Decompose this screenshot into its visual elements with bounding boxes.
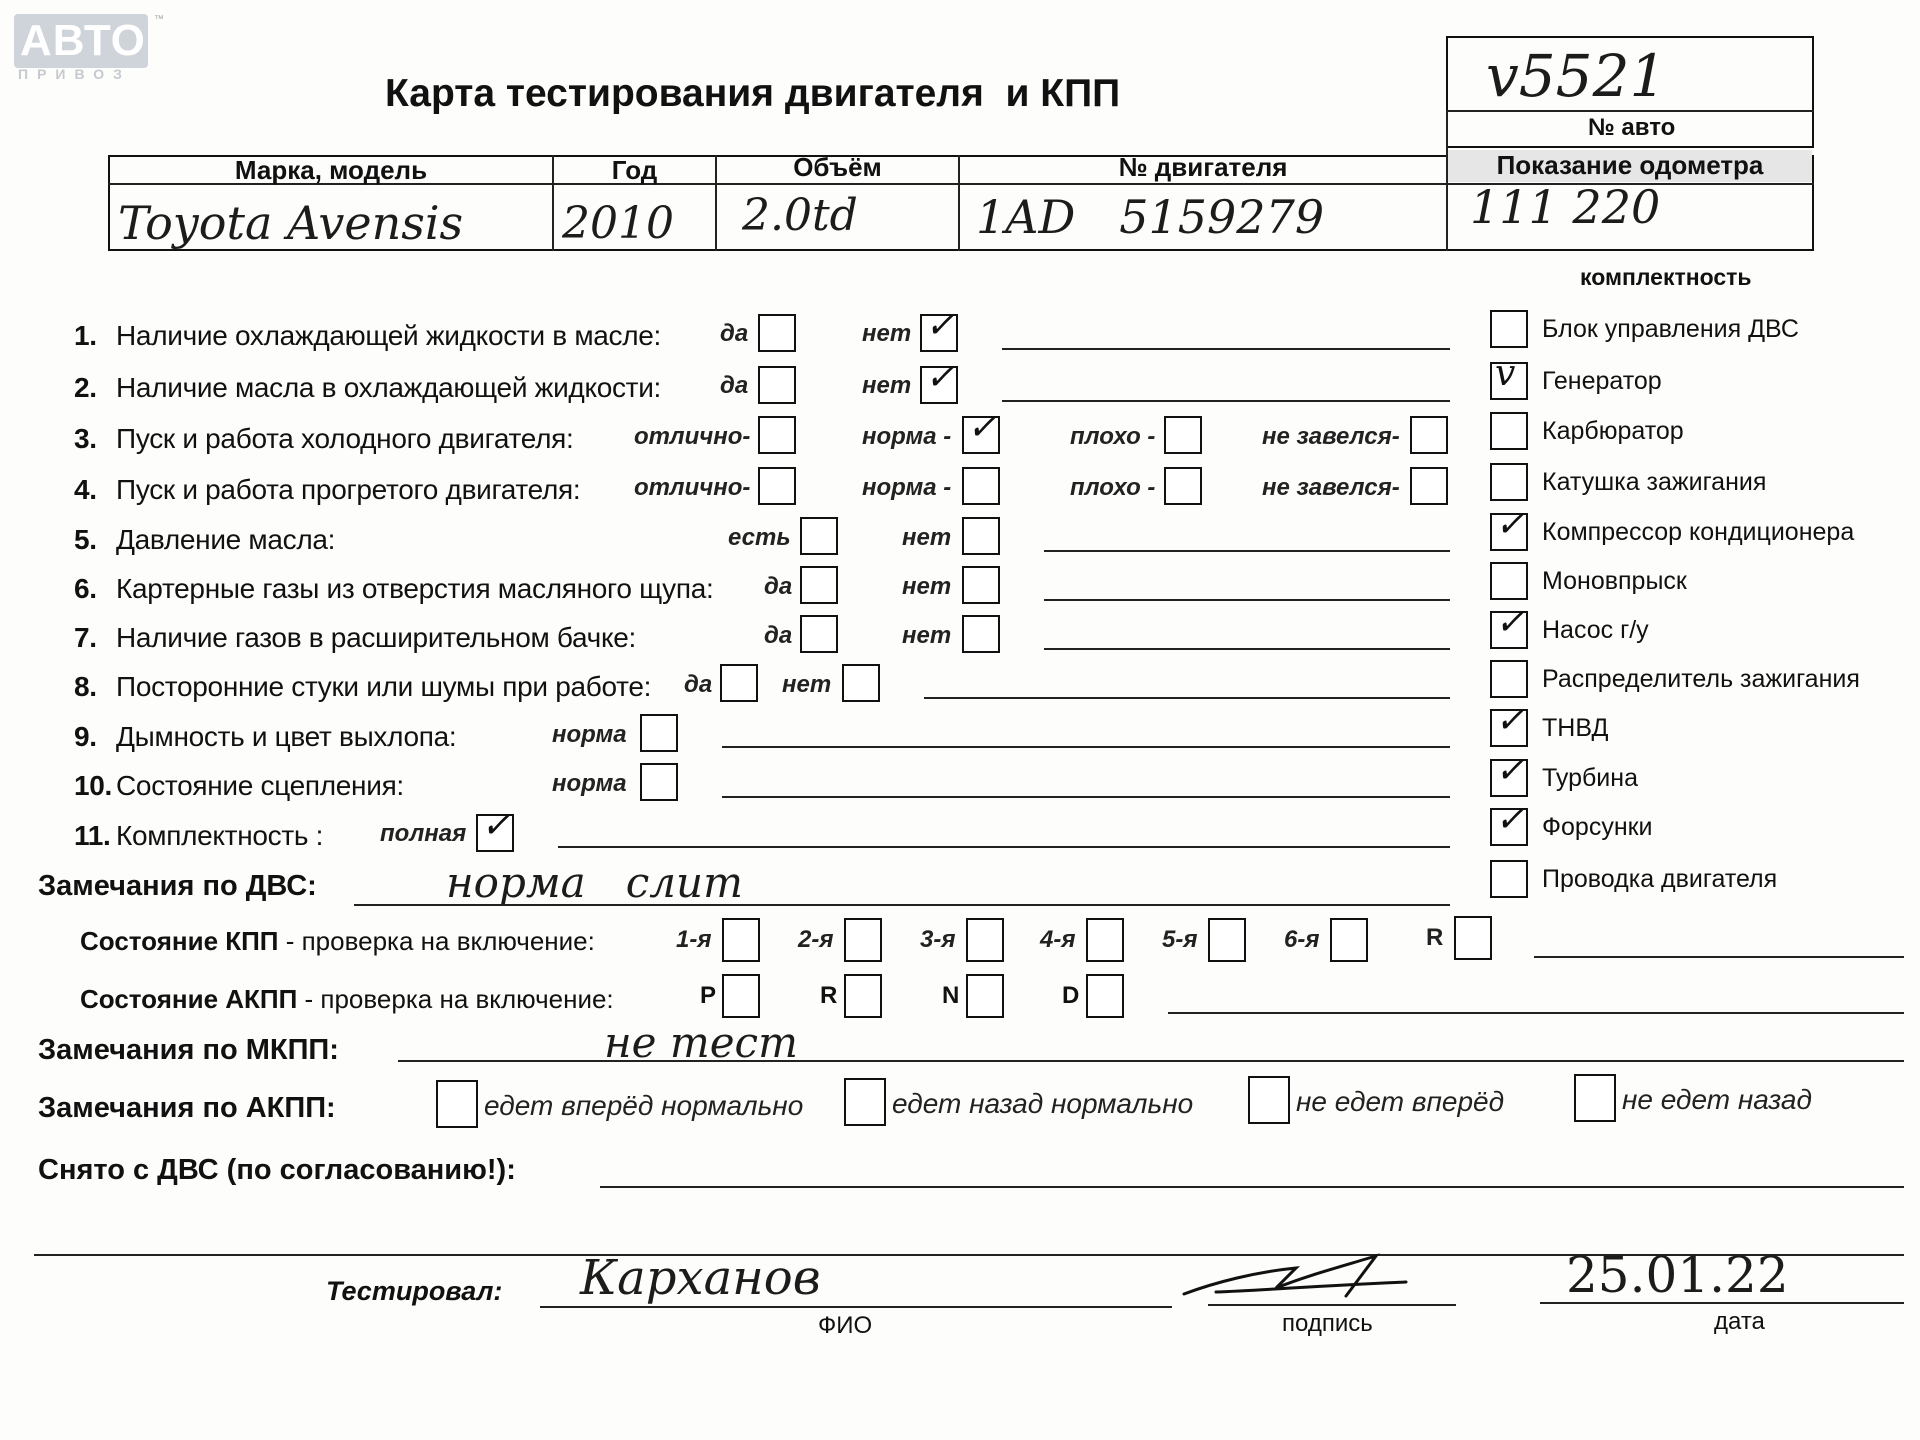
comment-line — [1044, 648, 1450, 650]
option-checkbox[interactable] — [962, 615, 1000, 653]
kpp-label — [80, 926, 595, 957]
option-label: нет — [862, 372, 912, 399]
check-mark: ✓ — [1495, 700, 1526, 741]
remarks-mkpp-line — [398, 1060, 1904, 1062]
akpp-comment-line — [1168, 1012, 1904, 1014]
option-checkbox[interactable] — [1410, 467, 1448, 505]
comment-line — [1044, 550, 1450, 552]
date-caption: дата — [1714, 1308, 1765, 1335]
value-odometer[interactable]: 111 220 — [1470, 180, 1661, 234]
gear-checkbox[interactable] — [722, 918, 760, 962]
completeness-item-label: Блок управления ДВС — [1542, 315, 1799, 343]
option-label: полная — [380, 820, 467, 847]
car-number-value[interactable]: v5521 — [1486, 42, 1667, 110]
question-number: 4. — [74, 474, 97, 505]
option-checkbox[interactable] — [920, 305, 958, 352]
gear-label: 5-я — [1162, 926, 1198, 953]
completeness-title: комплектность — [1580, 264, 1752, 290]
option-checkbox[interactable] — [476, 805, 514, 852]
completeness-item-label: Генератор — [1542, 367, 1662, 395]
completeness-item-label: Форсунки — [1542, 813, 1653, 841]
question-2 — [74, 372, 661, 404]
akpp-mode-label: R — [820, 982, 838, 1009]
akpp-mode-checkbox[interactable] — [966, 974, 1004, 1018]
option-label: нет — [902, 573, 952, 600]
completeness-checkbox[interactable] — [1490, 750, 1528, 797]
page-title: Карта тестирования двигателя и КПП — [385, 72, 1121, 115]
kpp-comment-line — [1534, 956, 1904, 958]
akpp-remark-checkbox[interactable] — [1574, 1074, 1616, 1122]
logo — [14, 14, 164, 68]
gear-label: 2-я — [798, 926, 834, 953]
option-label: нет — [862, 320, 912, 347]
signature-caption: подпись — [1282, 1310, 1373, 1337]
option-label: есть — [728, 524, 791, 551]
option-label: отлично- — [634, 423, 751, 450]
option-checkbox[interactable] — [758, 467, 796, 505]
question-number: 10. — [74, 770, 113, 801]
completeness-checkbox[interactable] — [1490, 353, 1528, 400]
option-checkbox[interactable] — [1164, 416, 1202, 454]
option-label: плохо - — [1070, 423, 1156, 450]
option-label: норма - — [862, 474, 952, 501]
option-checkbox[interactable] — [1164, 467, 1202, 505]
signature[interactable] — [1176, 1242, 1426, 1308]
check-mark: ✓ — [1495, 799, 1526, 840]
option-label: норма — [552, 721, 627, 748]
question-7 — [74, 622, 636, 654]
completeness-checkbox[interactable] — [1490, 412, 1528, 450]
signature-line — [1208, 1304, 1456, 1306]
question-text: Пуск и работа прогретого двигателя: — [116, 474, 581, 505]
question-number: 7. — [74, 622, 97, 653]
option-checkbox[interactable] — [640, 763, 678, 801]
completeness-checkbox[interactable] — [1490, 602, 1528, 649]
option-label: да — [720, 372, 749, 399]
question-9 — [74, 721, 456, 753]
option-label: норма - — [862, 423, 952, 450]
comment-line — [558, 846, 1450, 848]
option-label: плохо - — [1070, 474, 1156, 501]
remarks-mkpp-value[interactable]: не тест — [604, 1018, 798, 1067]
comment-line — [1002, 400, 1450, 402]
question-number: 5. — [74, 524, 97, 555]
option-checkbox[interactable] — [920, 357, 958, 404]
option-checkbox[interactable] — [800, 517, 838, 555]
question-6 — [74, 573, 713, 605]
car-number-label: № авто — [1588, 114, 1676, 141]
option-checkbox[interactable] — [720, 664, 758, 702]
remarks-akpp-label: Замечания по АКПП: — [38, 1092, 336, 1124]
question-1 — [74, 320, 661, 352]
option-label: да — [684, 671, 713, 698]
check-mark: v — [1495, 353, 1516, 394]
comment-line — [1044, 599, 1450, 601]
completeness-checkbox[interactable] — [1490, 660, 1528, 698]
question-text: Наличие охлаждающей жидкости в масле: — [116, 320, 662, 351]
akpp-mode-checkbox[interactable] — [1086, 974, 1124, 1018]
question-text: Картерные газы из отверстия масляного щупа: — [116, 573, 714, 604]
akpp-remark-label: не едет назад — [1622, 1084, 1812, 1115]
option-checkbox[interactable] — [758, 314, 796, 352]
check-mark: ✓ — [925, 305, 956, 346]
question-text: Пуск и работа холодного двигателя: — [116, 423, 574, 454]
removed-label: Снято с ДВС (по согласованию!): — [38, 1154, 516, 1186]
completeness-item-label: Насос г/у — [1542, 616, 1649, 644]
option-label: да — [764, 622, 793, 649]
question-number: 6. — [74, 573, 97, 604]
question-text: Состояние сцепления: — [116, 770, 404, 801]
logo-trademark: ™ — [154, 14, 164, 25]
completeness-item-label: Распределитель зажигания — [1542, 665, 1860, 693]
option-checkbox[interactable] — [640, 714, 678, 752]
akpp-label — [80, 984, 614, 1015]
question-number: 2. — [74, 372, 97, 403]
akpp-remark-checkbox[interactable] — [844, 1078, 886, 1126]
completeness-item-label: Турбина — [1542, 764, 1638, 792]
option-checkbox[interactable] — [962, 566, 1000, 604]
akpp-mode-label: D — [1062, 982, 1080, 1009]
comment-line — [722, 746, 1450, 748]
question-8 — [74, 671, 651, 703]
option-checkbox[interactable] — [962, 467, 1000, 505]
completeness-item-label: Моновпрыск — [1542, 567, 1687, 595]
completeness-item-label: Проводка двигателя — [1542, 865, 1778, 893]
header-volume: Объём — [793, 152, 882, 182]
akpp-mode-checkbox[interactable] — [722, 974, 760, 1018]
kpp-label-rest: - проверка на включение: — [278, 926, 595, 956]
header-engine-number: № двигателя — [1118, 152, 1288, 182]
gear-checkbox[interactable] — [1086, 918, 1124, 962]
check-mark: ✓ — [1495, 750, 1526, 791]
question-number: 8. — [74, 671, 97, 702]
value-volume[interactable]: 2.0td — [742, 190, 858, 241]
gear-checkbox[interactable] — [1454, 916, 1492, 960]
akpp-mode-checkbox[interactable] — [844, 974, 882, 1018]
akpp-label-rest: - проверка на включение: — [297, 984, 614, 1014]
completeness-checkbox[interactable] — [1490, 860, 1528, 898]
car-number-divider — [1446, 110, 1814, 112]
completeness-item-label: Компрессор кондиционера — [1542, 518, 1855, 546]
option-label: норма — [552, 770, 627, 797]
option-checkbox[interactable] — [962, 407, 1000, 454]
option-label: да — [720, 320, 749, 347]
option-label: нет — [902, 524, 952, 551]
akpp-mode-label: N — [942, 982, 960, 1009]
remarks-engine-line — [354, 904, 1450, 906]
check-mark: ✓ — [967, 407, 998, 448]
completeness-checkbox[interactable] — [1490, 700, 1528, 747]
completeness-checkbox[interactable] — [1490, 799, 1528, 846]
option-label: отлично- — [634, 474, 751, 501]
remarks-engine-value[interactable]: норма слит — [446, 858, 743, 907]
header-make-model: Марка, модель — [234, 155, 428, 185]
date-line — [1540, 1302, 1904, 1304]
comment-line — [722, 796, 1450, 798]
check-mark: ✓ — [925, 357, 956, 398]
completeness-checkbox[interactable] — [1490, 463, 1528, 501]
option-label: нет — [782, 671, 832, 698]
question-text: Давление масла: — [116, 524, 336, 555]
question-number: 11. — [74, 820, 111, 851]
akpp-remark-checkbox[interactable] — [1248, 1076, 1290, 1124]
completeness-item-label: ТНВД — [1542, 714, 1609, 742]
gear-label: 1-я — [676, 926, 712, 953]
option-checkbox[interactable] — [800, 615, 838, 653]
gear-label: R — [1426, 924, 1444, 951]
akpp-remark-label: едет вперёд нормально — [484, 1090, 804, 1121]
akpp-remark-label: не едет вперёд — [1296, 1086, 1505, 1117]
value-engine-number[interactable]: 1AD 5159279 — [976, 190, 1325, 244]
option-label: не завелся- — [1262, 474, 1400, 501]
question-10 — [74, 770, 404, 802]
remarks-mkpp-label: Замечания по МКПП: — [38, 1034, 339, 1066]
question-text: Дымность и цвет выхлопа: — [116, 721, 457, 752]
question-text: Наличие масла в охлаждающей жидкости: — [116, 372, 662, 403]
option-checkbox[interactable] — [758, 366, 796, 404]
gear-checkbox[interactable] — [1208, 918, 1246, 962]
check-mark: ✓ — [1495, 602, 1526, 643]
completeness-checkbox[interactable] — [1490, 310, 1528, 348]
option-checkbox[interactable] — [758, 416, 796, 454]
question-text: Комплектность : — [116, 820, 324, 851]
header-odometer: Показание одометра — [1496, 150, 1764, 180]
fio-caption: ФИО — [818, 1312, 873, 1339]
option-checkbox[interactable] — [800, 566, 838, 604]
remarks-engine-label: Замечания по ДВС: — [38, 870, 317, 902]
akpp-remark-checkbox[interactable] — [436, 1080, 478, 1128]
value-year[interactable]: 2010 — [562, 198, 674, 249]
gear-label: 3-я — [920, 926, 956, 953]
question-text: Наличие газов в расширительном бачке: — [116, 622, 636, 653]
option-checkbox[interactable] — [842, 664, 880, 702]
akpp-mode-label: P — [700, 982, 717, 1009]
question-text: Посторонние стуки или шумы при работе: — [116, 671, 652, 702]
question-4 — [74, 474, 580, 506]
logo-text: АВТО — [20, 16, 146, 65]
option-checkbox[interactable] — [962, 517, 1000, 555]
question-number: 1. — [74, 320, 97, 351]
question-3 — [74, 423, 573, 455]
logo-subtitle: ПРИВОЗ — [18, 66, 131, 82]
completeness-item-label: Катушка зажигания — [1542, 468, 1767, 496]
fio-value[interactable]: Карханов — [580, 1250, 821, 1306]
akpp-label-bold: Состояние АКПП — [80, 984, 298, 1014]
akpp-remark-label: едет назад нормально — [892, 1088, 1194, 1119]
gear-checkbox[interactable] — [966, 918, 1004, 962]
gear-label: 4-я — [1040, 926, 1076, 953]
header-year: Год — [611, 155, 658, 185]
comment-line — [924, 697, 1450, 699]
date-value[interactable]: 25.01.22 — [1566, 1246, 1789, 1304]
question-number: 9. — [74, 721, 97, 752]
value-make-model[interactable]: Toyota Avensis — [118, 196, 464, 250]
gear-label: 6-я — [1284, 926, 1320, 953]
comment-line — [1002, 348, 1450, 350]
check-mark: ✓ — [481, 805, 512, 846]
removed-line — [600, 1186, 1904, 1188]
fio-line — [540, 1306, 1172, 1308]
option-label: нет — [902, 622, 952, 649]
gear-checkbox[interactable] — [1330, 918, 1368, 962]
kpp-label-bold: Состояние КПП — [80, 926, 279, 956]
completeness-checkbox[interactable] — [1490, 562, 1528, 600]
completeness-item-label: Карбюратор — [1542, 417, 1684, 445]
question-5 — [74, 524, 335, 556]
option-label: да — [764, 573, 793, 600]
option-checkbox[interactable] — [1410, 416, 1448, 454]
tested-by-label: Тестировал: — [326, 1276, 503, 1306]
question-11 — [74, 820, 323, 852]
question-number: 3. — [74, 423, 97, 454]
gear-checkbox[interactable] — [844, 918, 882, 962]
check-mark: ✓ — [1495, 504, 1526, 545]
option-label: не завелся- — [1262, 423, 1400, 450]
completeness-checkbox[interactable] — [1490, 504, 1528, 551]
signature-scribble — [1176, 1242, 1426, 1308]
